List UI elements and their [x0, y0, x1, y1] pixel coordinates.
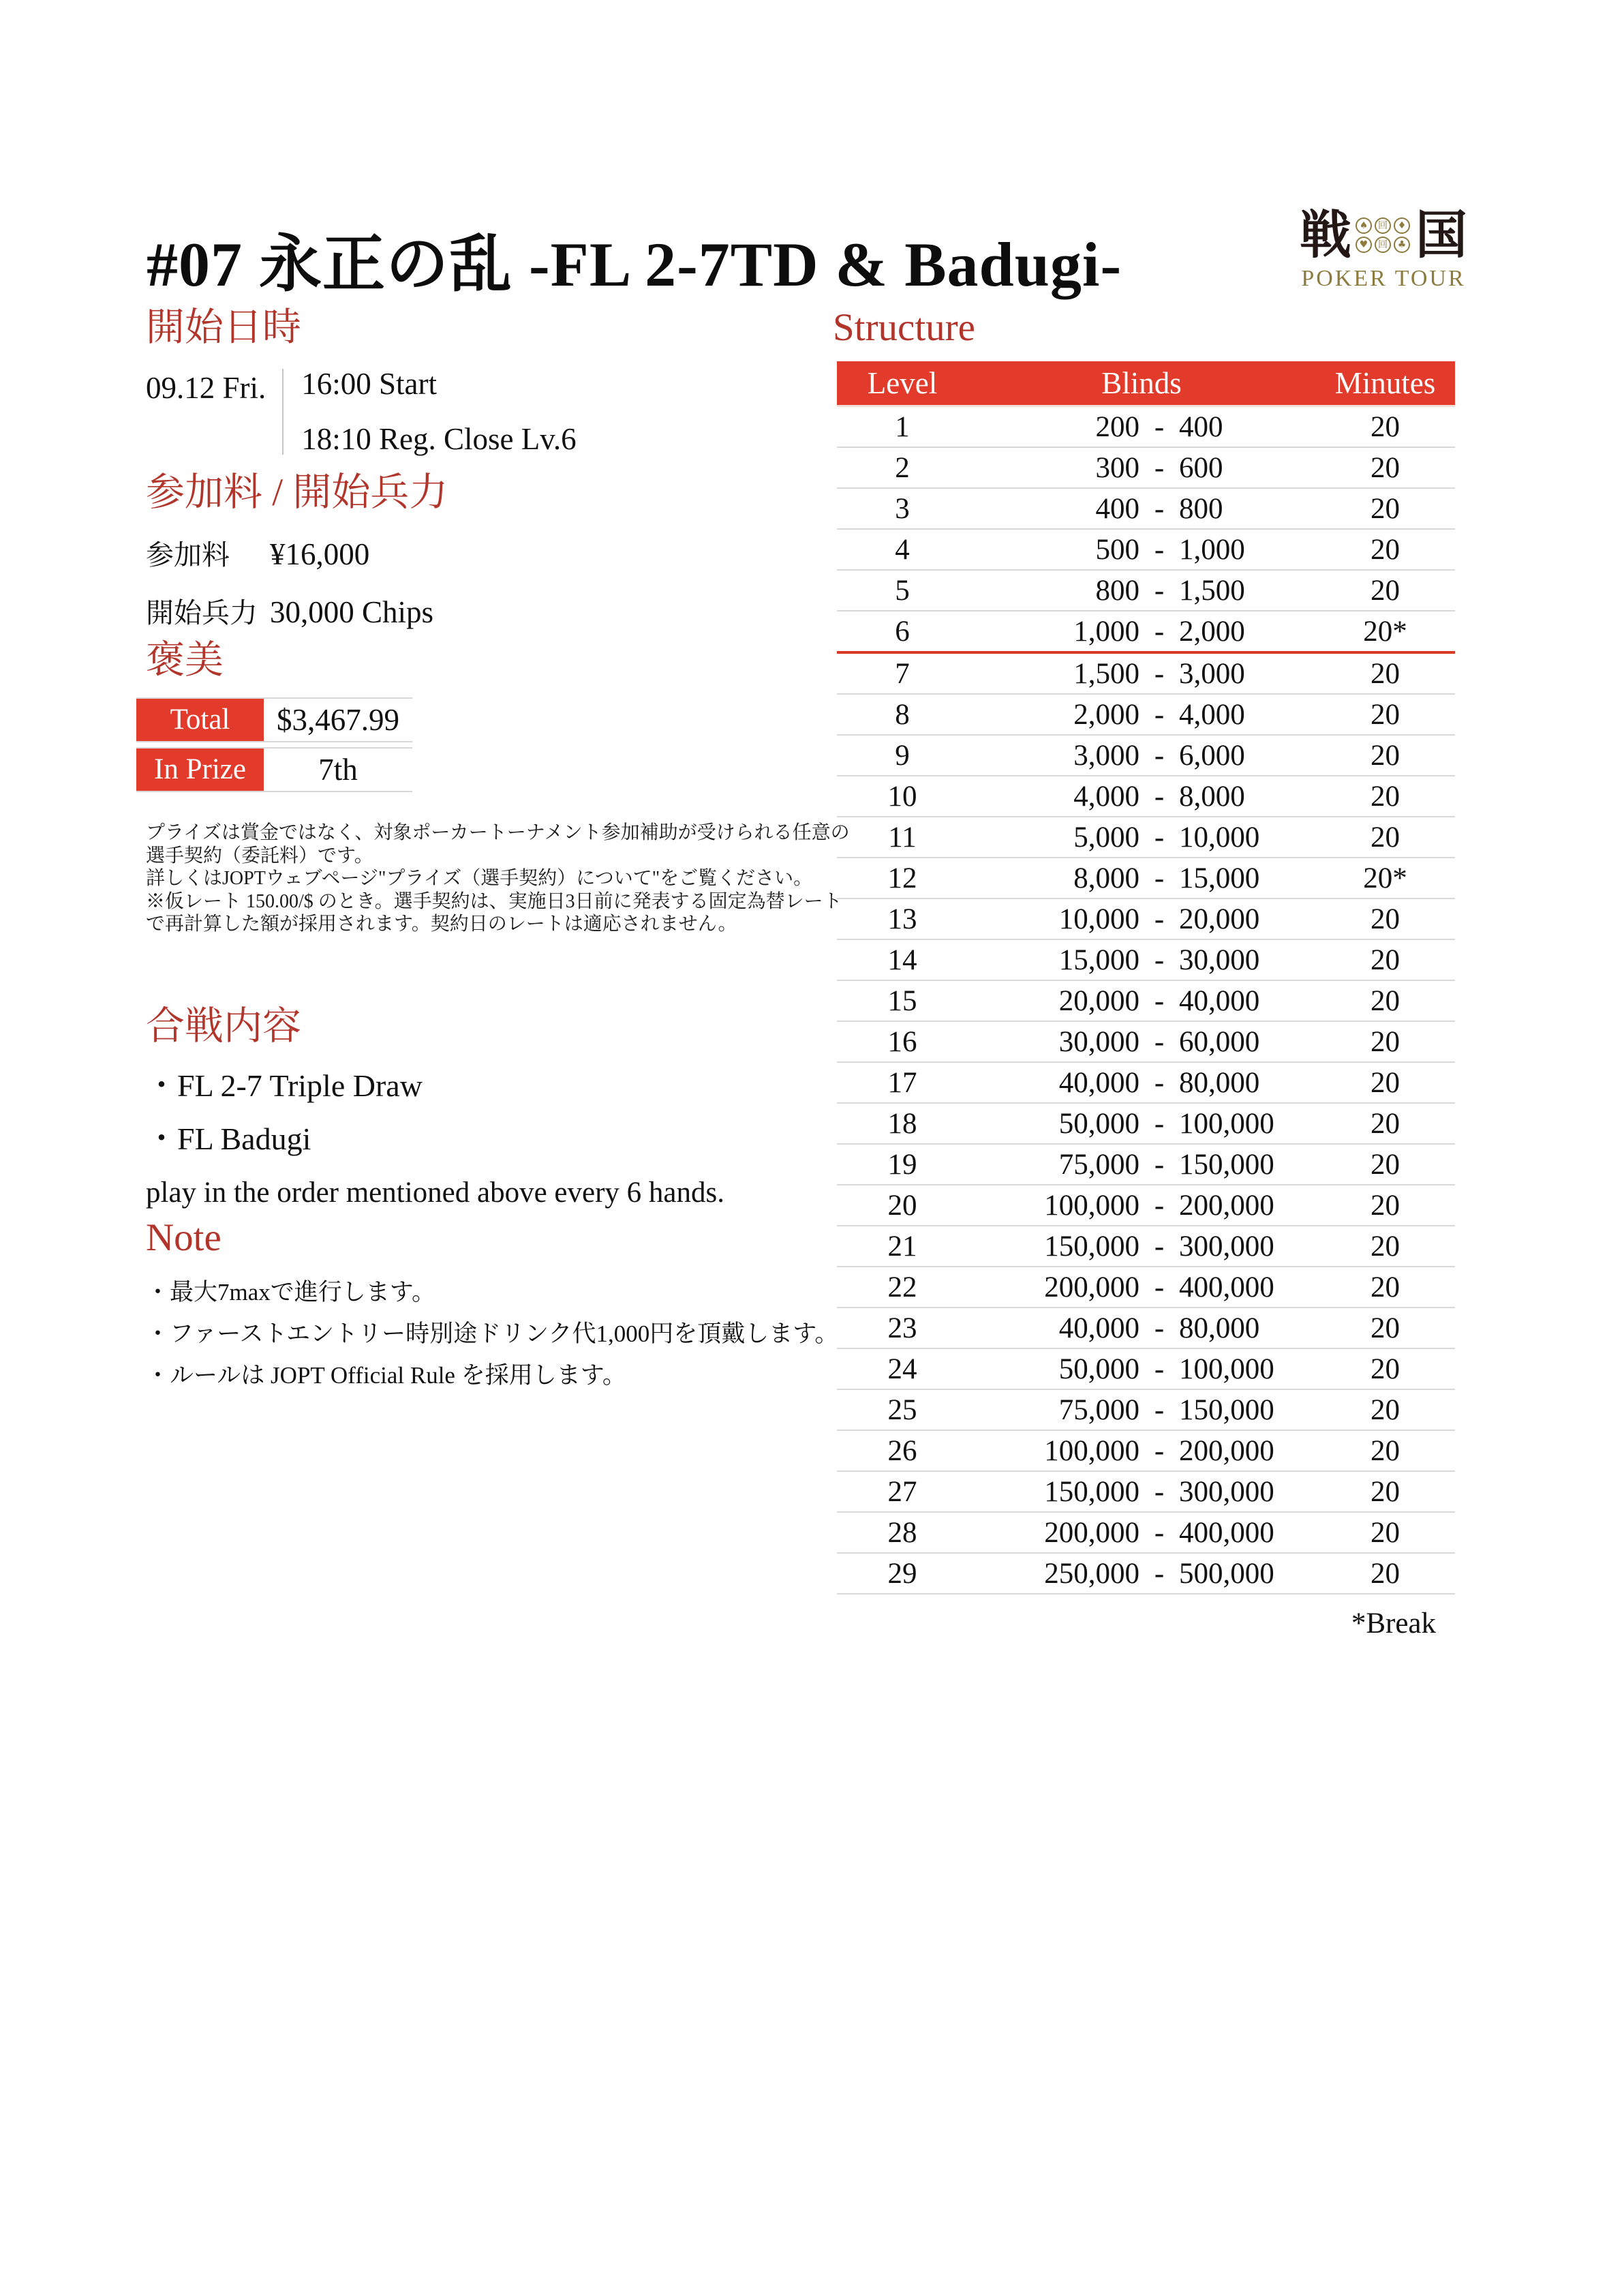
schedule-divider — [282, 369, 284, 455]
structure-level-row — [837, 776, 1455, 817]
blinds-separator: - — [1154, 1557, 1165, 1590]
big-blind: 400 — [1179, 410, 1223, 443]
level-number: 2 — [895, 451, 910, 484]
big-blind: 300,000 — [1179, 1230, 1274, 1263]
small-blind: 1,000 — [1073, 615, 1139, 648]
blinds-separator: - — [1154, 698, 1165, 731]
blinds-value — [968, 1353, 1315, 1386]
small-blind: 50,000 — [1058, 1353, 1139, 1385]
small-blind: 2,000 — [1073, 698, 1139, 731]
big-blind: 150,000 — [1179, 1393, 1274, 1426]
level-number: 20 — [887, 1189, 917, 1222]
small-blind: 75,000 — [1058, 1148, 1139, 1181]
structure-level-row — [837, 1104, 1455, 1145]
structure-level-row — [837, 489, 1455, 530]
small-blind: 1,500 — [1073, 657, 1139, 690]
blinds-separator: - — [1154, 1353, 1165, 1385]
prize-row-value: 7th — [318, 752, 358, 787]
section-note — [146, 1217, 838, 1391]
minutes-value: 20 — [1371, 1393, 1400, 1426]
blinds-separator: - — [1154, 1107, 1165, 1140]
big-blind: 400,000 — [1179, 1271, 1274, 1303]
level-number: 24 — [887, 1353, 917, 1385]
level-number: 26 — [887, 1434, 917, 1467]
level-number: 7 — [895, 657, 910, 690]
small-blind: 30,000 — [1058, 1025, 1139, 1058]
level-number: 17 — [887, 1066, 917, 1099]
big-blind: 1,500 — [1179, 574, 1245, 607]
blinds-value — [968, 739, 1315, 772]
small-blind: 200,000 — [1044, 1271, 1139, 1303]
blinds-value — [968, 1516, 1315, 1550]
blinds-separator: - — [1154, 1230, 1165, 1263]
small-blind: 250,000 — [1044, 1557, 1139, 1590]
spade-icon: ♠ — [1356, 217, 1372, 234]
level-number: 4 — [895, 533, 910, 566]
blinds-separator: - — [1154, 615, 1165, 648]
structure-level-row — [837, 611, 1455, 654]
minutes-value: 20 — [1371, 984, 1400, 1017]
big-blind: 600 — [1179, 451, 1223, 484]
small-blind: 500 — [1095, 533, 1139, 566]
blinds-value — [968, 1434, 1315, 1468]
level-number: 14 — [887, 943, 917, 976]
game-contents-heading: 合戦内容 — [146, 1005, 301, 1048]
blinds-value — [968, 1312, 1315, 1345]
note-list-item: ・最大7maxで進行します。 — [146, 1278, 435, 1305]
entry-row — [146, 590, 448, 631]
big-blind: 800 — [1179, 492, 1223, 525]
blinds-value — [968, 1271, 1315, 1304]
minutes-value: 20 — [1371, 1516, 1400, 1549]
structure-level-row — [837, 981, 1455, 1022]
big-blind: 300,000 — [1179, 1475, 1274, 1508]
blinds-value — [968, 903, 1315, 936]
entry-row-value: 30,000 Chips — [270, 594, 434, 629]
note-list — [146, 1276, 838, 1392]
column-header-level: Level — [867, 366, 938, 400]
small-blind: 8,000 — [1073, 862, 1139, 894]
game-list-item: ・FL Badugi — [146, 1121, 311, 1156]
structure-level-row — [837, 1063, 1455, 1104]
level-number: 23 — [887, 1312, 917, 1344]
schedule-times — [301, 366, 577, 456]
break-footnote: *Break — [1351, 1607, 1436, 1640]
structure-level-row — [837, 817, 1455, 858]
structure-level-row — [837, 407, 1455, 448]
level-number: 6 — [895, 615, 910, 648]
small-blind: 100,000 — [1044, 1434, 1139, 1467]
small-blind: 5,000 — [1073, 821, 1139, 854]
blinds-value — [968, 1066, 1315, 1100]
schedule-body — [146, 366, 577, 456]
blinds-separator: - — [1154, 1312, 1165, 1344]
section-prize — [136, 639, 412, 792]
structure-level-row — [837, 530, 1455, 571]
blinds-value — [968, 451, 1315, 485]
entry-fee-heading: 参加料 / 開始兵力 — [146, 471, 448, 514]
logo-kanji-left: 戦 — [1300, 207, 1351, 265]
small-blind: 800 — [1095, 574, 1139, 607]
minutes-value: 20 — [1371, 1475, 1400, 1508]
minutes-value: 20* — [1363, 615, 1407, 648]
small-blind: 75,000 — [1058, 1393, 1139, 1426]
prize-row-label: Total — [136, 699, 264, 741]
logo-mark — [1291, 207, 1475, 265]
level-number: 21 — [887, 1230, 917, 1263]
blinds-value — [968, 1475, 1315, 1509]
blinds-value — [968, 1189, 1315, 1222]
minutes-value: 20 — [1371, 780, 1400, 813]
prize-heading: 褒美 — [146, 639, 224, 682]
minutes-value: 20 — [1371, 1312, 1400, 1344]
small-blind: 40,000 — [1058, 1312, 1139, 1344]
big-blind: 60,000 — [1179, 1025, 1260, 1058]
prize-row — [136, 747, 412, 792]
big-blind: 1,000 — [1179, 533, 1245, 566]
structure-level-row — [837, 448, 1455, 489]
blinds-value — [968, 1230, 1315, 1263]
structure-level-row — [837, 571, 1455, 611]
blinds-value — [968, 657, 1315, 691]
blinds-separator: - — [1154, 1025, 1165, 1058]
prize-disclaimer-line: で再計算した額が採用されます。契約日のレートは適応されません。 — [146, 913, 737, 935]
prize-disclaimer — [146, 821, 850, 936]
blinds-separator: - — [1154, 1475, 1165, 1508]
small-blind: 150,000 — [1044, 1475, 1139, 1508]
level-number: 9 — [895, 739, 910, 772]
page-title: #07 永正の乱 -FL 2-7TD & Badugi- — [147, 229, 1122, 299]
big-blind: 2,000 — [1179, 615, 1245, 648]
blinds-separator: - — [1154, 492, 1165, 525]
structure-level-row — [837, 899, 1455, 940]
structure-heading: Structure — [833, 306, 975, 349]
blinds-separator: - — [1154, 1393, 1165, 1426]
minutes-value: 20 — [1371, 492, 1400, 525]
structure-level-row — [837, 654, 1455, 695]
blinds-value — [968, 984, 1315, 1018]
note-list-item: ・ファーストエントリー時別途ドリンク代1,000円を頂戴します。 — [146, 1320, 839, 1347]
big-blind: 20,000 — [1179, 903, 1260, 935]
level-number: 12 — [887, 862, 917, 894]
structure-table — [837, 361, 1455, 1640]
blinds-value — [968, 1107, 1315, 1141]
blinds-separator: - — [1154, 451, 1165, 484]
entry-row-label: 開始兵力 — [146, 596, 258, 629]
minutes-value: 20 — [1371, 1230, 1400, 1263]
level-number: 8 — [895, 698, 910, 731]
level-number: 25 — [887, 1393, 917, 1426]
small-blind: 300 — [1095, 451, 1139, 484]
structure-level-row — [837, 1349, 1455, 1390]
section-entry-fee — [146, 472, 448, 631]
prize-disclaimer-line: 選手契約（委託料）です。 — [146, 845, 373, 866]
minutes-value: 20 — [1371, 1148, 1400, 1181]
diamond-icon: ♦ — [1394, 217, 1410, 234]
note-heading: Note — [146, 1216, 221, 1259]
blinds-separator: - — [1154, 1434, 1165, 1467]
blinds-separator: - — [1154, 739, 1165, 772]
prize-row-label: In Prize — [136, 749, 264, 791]
club-icon: ♣ — [1394, 237, 1410, 253]
blinds-value — [968, 1148, 1315, 1181]
blinds-value — [968, 492, 1315, 526]
big-blind: 100,000 — [1179, 1353, 1274, 1385]
entry-row-label: 参加料 — [146, 539, 230, 571]
game-list-item: ・FL 2-7 Triple Draw — [146, 1068, 423, 1103]
coin-icon: 回 — [1375, 237, 1391, 253]
big-blind: 3,000 — [1179, 657, 1245, 690]
blinds-separator: - — [1154, 780, 1165, 813]
blinds-value — [968, 1557, 1315, 1590]
blinds-value — [968, 410, 1315, 444]
level-number: 19 — [887, 1148, 917, 1181]
blinds-value — [968, 574, 1315, 607]
column-header-minutes: Minutes — [1334, 366, 1436, 400]
sengoku-poker-tour-logo — [1291, 207, 1475, 292]
structure-table-body — [837, 407, 1455, 1595]
blinds-separator: - — [1154, 1189, 1165, 1222]
structure-level-row — [837, 736, 1455, 776]
big-blind: 200,000 — [1179, 1434, 1274, 1467]
blinds-value — [968, 821, 1315, 854]
blinds-separator: - — [1154, 1271, 1165, 1303]
minutes-value: 20 — [1371, 1557, 1400, 1590]
minutes-value: 20 — [1371, 698, 1400, 731]
minutes-value: 20 — [1371, 1434, 1400, 1467]
blinds-value — [968, 533, 1315, 567]
big-blind: 10,000 — [1179, 821, 1260, 854]
minutes-value: 20 — [1371, 821, 1400, 854]
minutes-value: 20 — [1371, 410, 1400, 443]
big-blind: 100,000 — [1179, 1107, 1274, 1140]
big-blind: 15,000 — [1179, 862, 1260, 894]
small-blind: 20,000 — [1058, 984, 1139, 1017]
blinds-separator: - — [1154, 943, 1165, 976]
small-blind: 200,000 — [1044, 1516, 1139, 1549]
big-blind: 30,000 — [1179, 943, 1260, 976]
blinds-value — [968, 698, 1315, 731]
note-list-item: ・ルールは JOPT Official Rule を採用します。 — [146, 1362, 626, 1389]
structure-level-row — [837, 1513, 1455, 1554]
prize-disclaimer-line: ※仮レート 150.00/$ のとき。選手契約は、実施日3日前に発表する固定為替レート — [146, 890, 842, 912]
minutes-value: 20 — [1371, 1066, 1400, 1099]
level-number: 28 — [887, 1516, 917, 1549]
minutes-value: 20 — [1371, 657, 1400, 690]
schedule-time: 18:10 Reg. Close Lv.6 — [301, 421, 577, 456]
entry-row-value: ¥16,000 — [270, 537, 370, 571]
structure-level-row — [837, 1390, 1455, 1431]
prize-row-value: $3,467.99 — [277, 702, 399, 737]
big-blind: 80,000 — [1179, 1066, 1260, 1099]
minutes-value: 20 — [1371, 1189, 1400, 1222]
minutes-value: 20 — [1371, 1353, 1400, 1385]
minutes-value: 20 — [1371, 1271, 1400, 1303]
structure-level-row — [837, 1022, 1455, 1063]
blinds-separator: - — [1154, 821, 1165, 854]
structure-level-row — [837, 1554, 1455, 1595]
level-number: 27 — [887, 1475, 917, 1508]
big-blind: 200,000 — [1179, 1189, 1274, 1222]
blinds-value — [968, 615, 1315, 648]
schedule-time: 16:00 Start — [301, 366, 438, 401]
poker-tour-wordmark: POKER TOUR — [1301, 266, 1466, 291]
structure-level-row — [837, 1267, 1455, 1308]
logo-suit-grid — [1356, 217, 1411, 254]
blinds-separator: - — [1154, 410, 1165, 443]
prize-row — [136, 697, 412, 742]
small-blind: 100,000 — [1044, 1189, 1139, 1222]
small-blind: 200 — [1095, 410, 1139, 443]
big-blind: 4,000 — [1179, 698, 1245, 731]
big-blind: 8,000 — [1179, 780, 1245, 813]
blinds-separator: - — [1154, 574, 1165, 607]
level-number: 3 — [895, 492, 910, 525]
level-number: 15 — [887, 984, 917, 1017]
minutes-value: 20 — [1371, 1025, 1400, 1058]
structure-level-row — [837, 1185, 1455, 1226]
section-start-datetime — [146, 307, 577, 455]
blinds-separator: - — [1154, 984, 1165, 1017]
minutes-value: 20 — [1371, 451, 1400, 484]
level-number: 1 — [895, 410, 910, 443]
entry-rows — [146, 532, 448, 631]
event-date: 09.12 Fri. — [146, 370, 266, 405]
small-blind: 40,000 — [1058, 1066, 1139, 1099]
minutes-value: 20 — [1371, 903, 1400, 935]
level-number: 13 — [887, 903, 917, 935]
blinds-separator: - — [1154, 533, 1165, 566]
big-blind: 40,000 — [1179, 984, 1260, 1017]
structure-level-row — [837, 1308, 1455, 1349]
structure-level-row — [837, 1431, 1455, 1472]
minutes-value: 20 — [1371, 943, 1400, 976]
minutes-value: 20 — [1371, 739, 1400, 772]
structure-table-header — [837, 361, 1455, 407]
level-number: 29 — [887, 1557, 917, 1590]
small-blind: 50,000 — [1058, 1107, 1139, 1140]
level-number: 16 — [887, 1025, 917, 1058]
small-blind: 150,000 — [1044, 1230, 1139, 1263]
structure-level-row — [837, 858, 1455, 899]
small-blind: 400 — [1095, 492, 1139, 525]
structure-level-row — [837, 1472, 1455, 1513]
big-blind: 400,000 — [1179, 1516, 1274, 1549]
structure-level-row — [837, 1226, 1455, 1267]
big-blind: 500,000 — [1179, 1557, 1274, 1590]
blinds-value — [968, 943, 1315, 977]
logo-kanji-right: 国 — [1416, 207, 1467, 265]
column-header-blinds: Blinds — [1101, 366, 1182, 400]
heart-icon: ♥ — [1356, 237, 1372, 253]
structure-level-row — [837, 695, 1455, 736]
big-blind: 150,000 — [1179, 1148, 1274, 1181]
minutes-value: 20 — [1371, 1107, 1400, 1140]
entry-row — [146, 532, 448, 573]
blinds-value — [968, 1025, 1315, 1059]
small-blind: 15,000 — [1058, 943, 1139, 976]
level-number: 10 — [887, 780, 917, 813]
blinds-value — [968, 1393, 1315, 1427]
blinds-separator: - — [1154, 1066, 1165, 1099]
level-number: 22 — [887, 1271, 917, 1303]
prize-disclaimer-line: 詳しくはJOPTウェブページ"プライズ（選手契約）について"をご覧ください。 — [146, 868, 813, 890]
blinds-value — [968, 780, 1315, 813]
level-number: 5 — [895, 574, 910, 607]
structure-level-row — [837, 940, 1455, 981]
blinds-separator: - — [1154, 862, 1165, 894]
section-game-contents — [146, 1006, 724, 1207]
minutes-value: 20 — [1371, 533, 1400, 566]
blinds-separator: - — [1154, 903, 1165, 935]
coin-icon: 回 — [1375, 217, 1391, 234]
blinds-separator: - — [1154, 657, 1165, 690]
prize-disclaimer-line: プライズは賞金ではなく、対象ポーカートーナメント参加補助が受けられる任意の — [146, 822, 850, 843]
game-order-note: play in the order mentioned above every 6 hands. — [146, 1176, 724, 1209]
structure-level-row — [837, 1145, 1455, 1185]
level-number: 18 — [887, 1107, 917, 1140]
blinds-separator: - — [1154, 1148, 1165, 1181]
small-blind: 3,000 — [1073, 739, 1139, 772]
start-datetime-heading: 開始日時 — [146, 306, 301, 349]
prize-table — [136, 697, 412, 792]
big-blind: 6,000 — [1179, 739, 1245, 772]
big-blind: 80,000 — [1179, 1312, 1260, 1344]
blinds-value — [968, 862, 1315, 895]
minutes-value: 20* — [1363, 862, 1407, 894]
small-blind: 10,000 — [1058, 903, 1139, 935]
minutes-value: 20 — [1371, 574, 1400, 607]
level-number: 11 — [888, 821, 917, 854]
small-blind: 4,000 — [1073, 780, 1139, 813]
blinds-separator: - — [1154, 1516, 1165, 1549]
game-list — [146, 1070, 724, 1155]
